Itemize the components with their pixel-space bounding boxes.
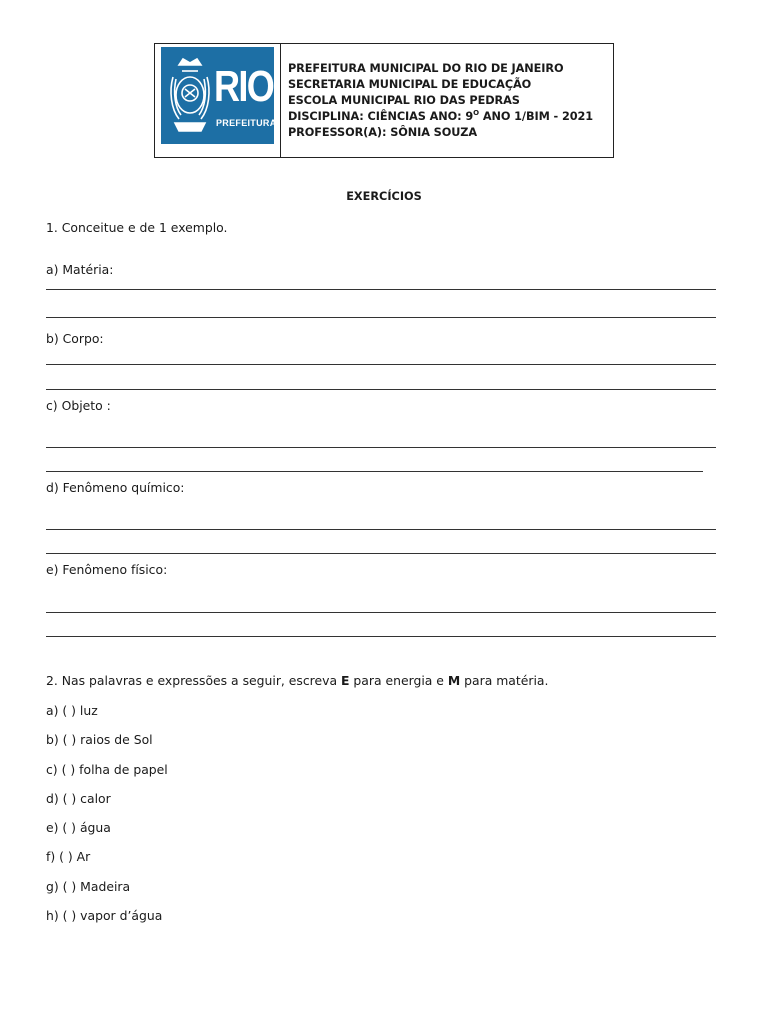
- answer-line[interactable]: [46, 636, 716, 637]
- answer-line[interactable]: [46, 529, 716, 530]
- page-title: EXERCÍCIOS: [346, 190, 422, 203]
- question-1c-label: c) Objeto :: [46, 398, 111, 413]
- question-1a-label: a) Matéria:: [46, 262, 114, 277]
- matter-letter: M: [447, 673, 461, 688]
- question-1e-label: e) Fenômeno físico:: [46, 562, 168, 577]
- answer-line[interactable]: [46, 289, 716, 290]
- question-2g-item[interactable]: g) ( ) Madeira: [46, 879, 131, 894]
- rio-coat-of-arms-icon: [167, 57, 213, 135]
- question-2-prompt-end: para matéria.: [460, 673, 549, 688]
- header-line-professor: PROFESSOR(A): SÔNIA SOUZA: [288, 126, 478, 139]
- answer-line[interactable]: [46, 553, 716, 554]
- question-2a-item[interactable]: a) ( ) luz: [46, 703, 98, 718]
- answer-line[interactable]: [46, 612, 716, 613]
- header-line-secretaria: SECRETARIA MUNICIPAL DE EDUCAÇÃO: [288, 78, 532, 91]
- header-divider: [280, 43, 281, 158]
- question-2d-item[interactable]: d) ( ) calor: [46, 791, 111, 806]
- answer-line[interactable]: [46, 317, 716, 318]
- logo-sub-text: PREFEITURA: [216, 118, 277, 128]
- question-2f-item[interactable]: f) ( ) Ar: [46, 849, 91, 864]
- question-2-prompt: [46, 673, 548, 689]
- question-2b-item[interactable]: b) ( ) raios de Sol: [46, 732, 153, 747]
- answer-line[interactable]: [46, 471, 703, 472]
- answer-line[interactable]: [46, 447, 716, 448]
- answer-line[interactable]: [46, 364, 716, 365]
- logo-main-text: RIO: [214, 62, 274, 111]
- question-2-prompt-start: 2. Nas palavras e expressões a seguir, escreva: [46, 673, 341, 688]
- question-2e-item[interactable]: e) ( ) água: [46, 820, 111, 835]
- discipline-suffix: ANO 1/BIM - 2021: [479, 110, 594, 123]
- question-2h-item[interactable]: h) ( ) vapor d’água: [46, 908, 163, 923]
- header-line-escola: ESCOLA MUNICIPAL RIO DAS PEDRAS: [288, 94, 520, 107]
- question-1b-label: b) Corpo:: [46, 331, 104, 346]
- rio-prefeitura-logo: [161, 47, 277, 144]
- discipline-ordinal: O: [473, 109, 479, 118]
- question-2-prompt-middle: para energia e: [349, 673, 448, 688]
- question-1d-label: d) Fenômeno químico:: [46, 480, 185, 495]
- answer-line[interactable]: [46, 389, 716, 390]
- discipline-prefix: DISCIPLINA: CIÊNCIAS ANO: 9: [288, 110, 474, 123]
- header-line-disciplina: [288, 109, 593, 125]
- question-2c-item[interactable]: c) ( ) folha de papel: [46, 762, 168, 777]
- question-1-prompt: 1. Conceitue e de 1 exemplo.: [46, 220, 228, 235]
- header-corner-mark: [154, 43, 161, 50]
- energy-letter: E: [341, 673, 350, 688]
- header-line-prefeitura: PREFEITURA MUNICIPAL DO RIO DE JANEIRO: [288, 62, 564, 75]
